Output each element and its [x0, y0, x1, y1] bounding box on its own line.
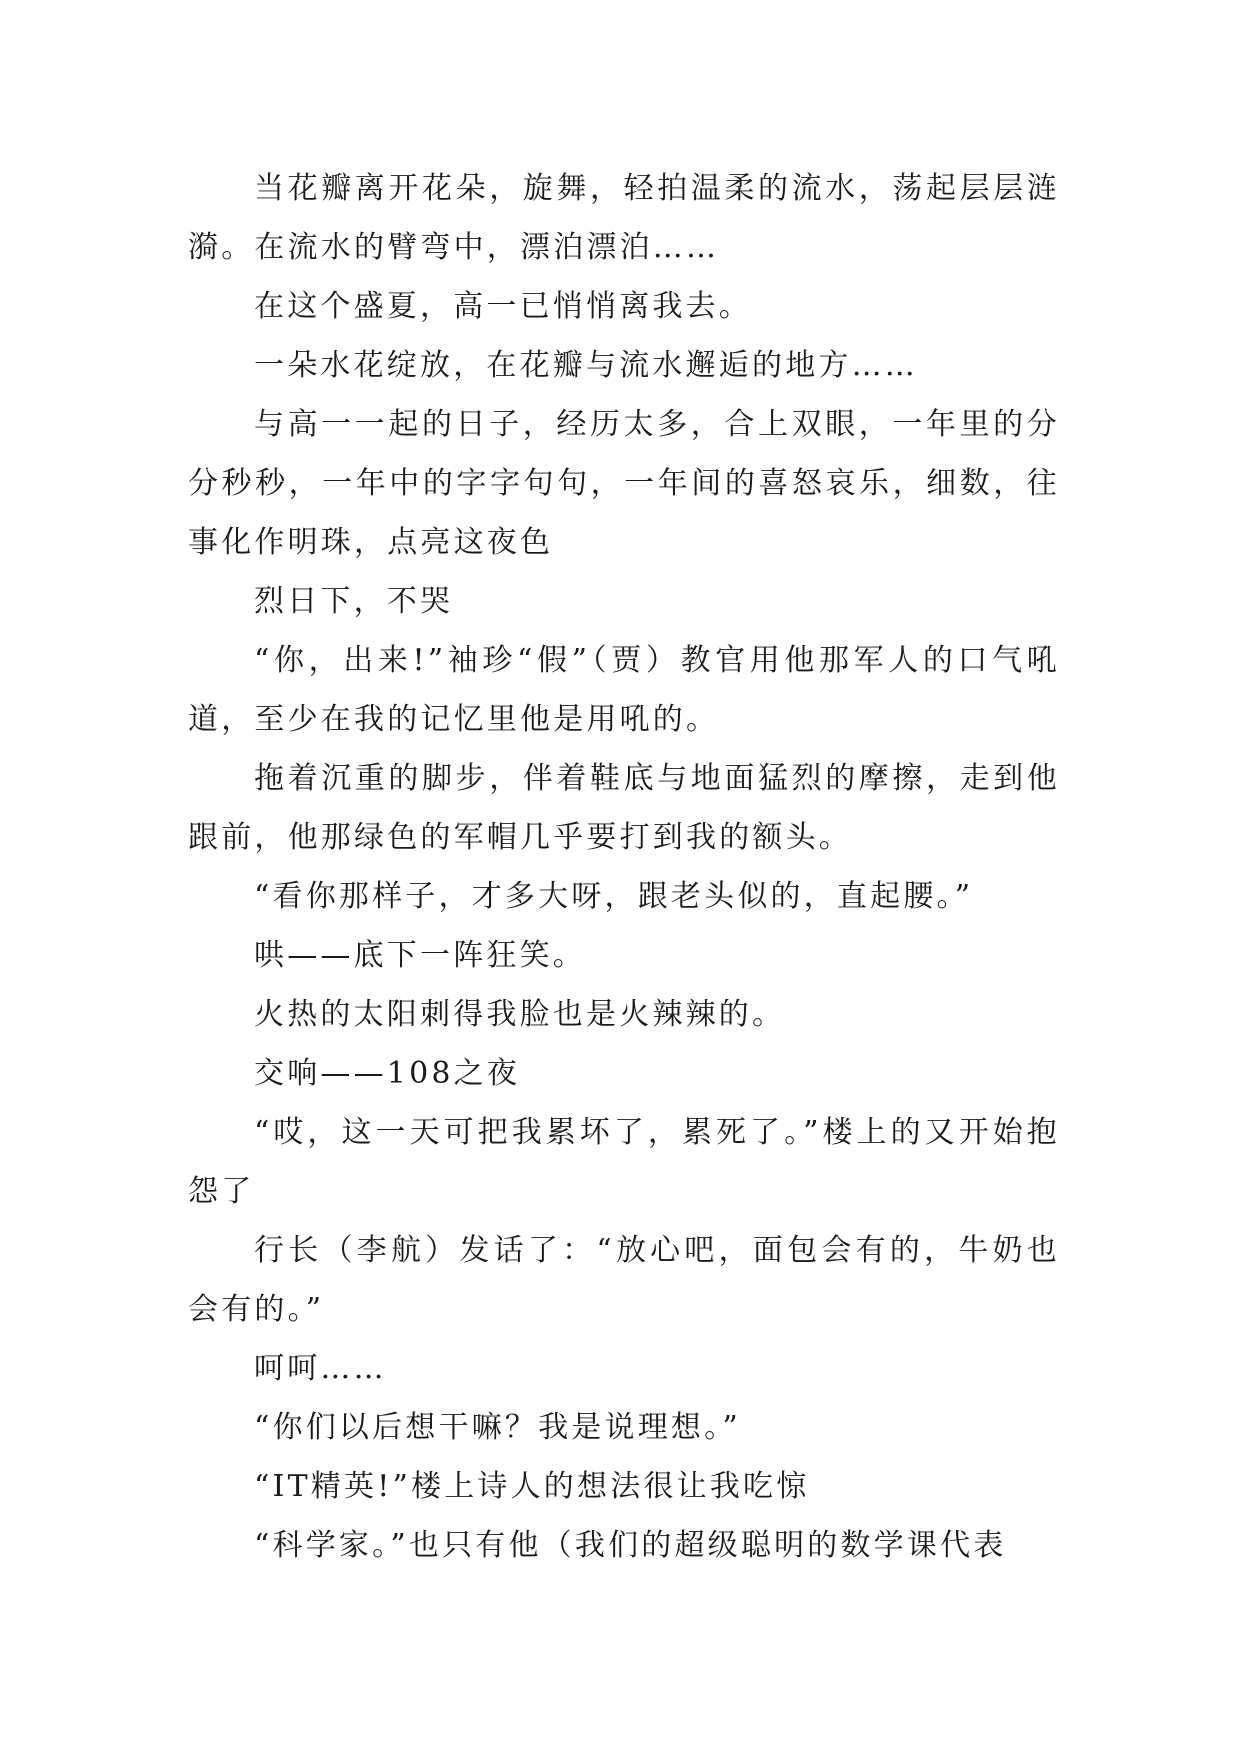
paragraph: “看你那样子，才多大呀，跟老头似的，直起腰。” [254, 879, 974, 914]
body-text [188, 159, 1060, 1575]
paragraph: “科学家。”也只有他（我们的超级聪明的数学课代表 [254, 1528, 1007, 1563]
paragraph: 与高一一起的日子，经历太多，合上双眼，一年里的分分秒秒，一年中的字字句句，一年间的喜怒哀乐，细数，往事化作明珠，点亮这夜色 [188, 407, 1060, 560]
paragraph: “哎，这一天可把我累坏了，累死了。”楼上的又开始抱怨了 [188, 1115, 1060, 1209]
paragraph: 呵呵…… [254, 1351, 387, 1386]
paragraph: 行长（李航）发话了：“放心吧，面包会有的，牛奶也会有的。” [188, 1233, 1060, 1327]
paragraph: “你，出来!”袖珍“假”（贾）教官用他那军人的口气吼道，至少在我的记忆里他是用吼的。 [188, 643, 1060, 737]
section-heading: 烈日下，不哭 [254, 584, 454, 619]
section-heading: 交响——108之夜 [254, 1056, 521, 1091]
paragraph: 在这个盛夏，高一已悄悄离我去。 [254, 289, 752, 324]
paragraph: 一朵水花绽放，在花瓣与流水邂逅的地方…… [254, 348, 918, 383]
paragraph: “你们以后想干嘛？我是说理想。” [254, 1410, 741, 1445]
paragraph: 火热的太阳刺得我脸也是火辣辣的。 [254, 997, 786, 1032]
paragraph: 当花瓣离开花朵，旋舞，轻拍温柔的流水，荡起层层涟漪。在流水的臂弯中，漂泊漂泊…… [188, 171, 1060, 265]
paragraph: 哄——底下一阵狂笑。 [254, 938, 586, 973]
paragraph: “IT精英!”楼上诗人的想法很让我吃惊 [254, 1469, 810, 1504]
paragraph: 拖着沉重的脚步，伴着鞋底与地面猛烈的摩擦，走到他跟前，他那绿色的军帽几乎要打到我的额头。 [188, 761, 1060, 855]
